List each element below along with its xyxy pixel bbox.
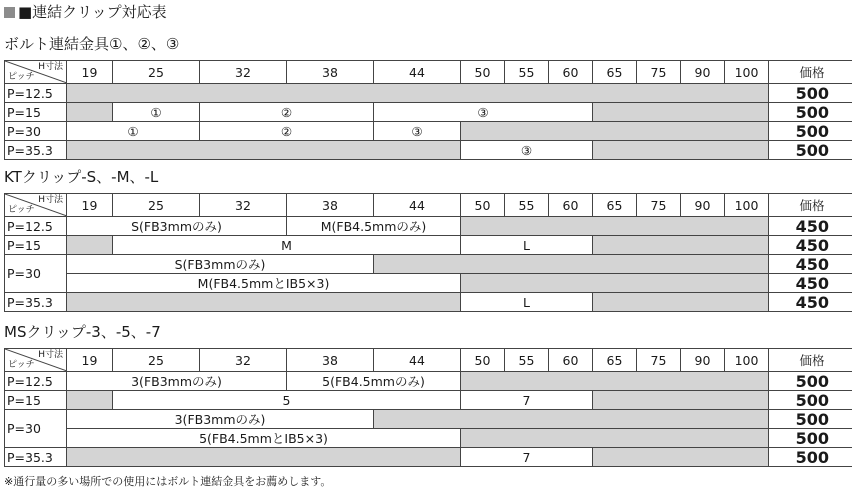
clip-cell: L xyxy=(461,236,593,255)
table-row xyxy=(5,217,852,236)
unavailable-cell xyxy=(67,236,113,255)
size-header: 55 xyxy=(505,61,549,84)
unavailable-cell xyxy=(593,448,769,467)
price-cell: 450 xyxy=(769,217,852,236)
unavailable-cell xyxy=(374,410,769,429)
clip-cell: 3(FB3mmのみ) xyxy=(67,372,287,391)
unavailable-cell xyxy=(67,141,461,160)
size-header: 25 xyxy=(113,61,200,84)
size-header: 75 xyxy=(637,194,681,217)
header-row xyxy=(5,61,852,84)
size-header: 100 xyxy=(725,349,769,372)
price-cell: 500 xyxy=(769,84,852,103)
size-header: 32 xyxy=(200,194,287,217)
size-header: 55 xyxy=(505,194,549,217)
pitch-label: P=35.3 xyxy=(5,141,67,160)
price-cell: 500 xyxy=(769,448,852,467)
bracket-cell: ③ xyxy=(461,141,593,160)
unavailable-cell xyxy=(593,236,769,255)
size-header: 50 xyxy=(461,194,505,217)
table-row xyxy=(5,293,852,312)
kt-table xyxy=(4,193,852,312)
section-title-ms: MSクリップ-3、-5、-7 xyxy=(4,323,161,341)
unavailable-cell xyxy=(67,84,769,103)
price-cell: 500 xyxy=(769,103,852,122)
bracket-cell: ② xyxy=(200,122,374,141)
size-header: 50 xyxy=(461,61,505,84)
size-header: 32 xyxy=(200,349,287,372)
unavailable-cell xyxy=(67,448,461,467)
size-header: 60 xyxy=(549,61,593,84)
price-cell: 500 xyxy=(769,372,852,391)
bracket-cell: ③ xyxy=(374,103,593,122)
table-row xyxy=(5,410,852,429)
clip-cell: 3(FB3mmのみ) xyxy=(67,410,374,429)
price-cell: 450 xyxy=(769,236,852,255)
pitch-label: P=30 xyxy=(5,410,67,448)
size-header: 50 xyxy=(461,349,505,372)
unavailable-cell xyxy=(593,293,769,312)
bracket-cell: ① xyxy=(113,103,200,122)
section-title-kt: KTクリップ-S、-M、-L xyxy=(4,168,159,186)
price-header: 価格 xyxy=(769,61,852,84)
table-row xyxy=(5,274,852,293)
table-row xyxy=(5,391,852,410)
clip-cell: S(FB3mmのみ) xyxy=(67,217,287,236)
price-cell: 500 xyxy=(769,429,852,448)
size-header: 90 xyxy=(681,194,725,217)
size-header: 60 xyxy=(549,349,593,372)
section-title-bolt: ボルト連結金具①、②、③ xyxy=(4,35,180,53)
title-square-icon xyxy=(4,7,15,18)
unavailable-cell xyxy=(593,103,769,122)
size-header: 100 xyxy=(725,61,769,84)
unavailable-cell xyxy=(461,217,769,236)
unavailable-cell xyxy=(374,255,769,274)
price-cell: 450 xyxy=(769,255,852,274)
size-header: 65 xyxy=(593,349,637,372)
pitch-label: P=35.3 xyxy=(5,448,67,467)
table-row xyxy=(5,84,852,103)
corner-cell: H寸法 ピッチ xyxy=(5,194,67,217)
table-row xyxy=(5,122,852,141)
unavailable-cell xyxy=(461,122,769,141)
table-row xyxy=(5,236,852,255)
size-header: 90 xyxy=(681,349,725,372)
pitch-label: P=15 xyxy=(5,391,67,410)
clip-cell: 7 xyxy=(461,391,593,410)
pitch-label: P=30 xyxy=(5,255,67,293)
price-cell: 450 xyxy=(769,274,852,293)
price-cell: 500 xyxy=(769,122,852,141)
clip-cell: M xyxy=(113,236,461,255)
size-header: 65 xyxy=(593,194,637,217)
unavailable-cell xyxy=(461,274,769,293)
size-header: 19 xyxy=(67,194,113,217)
size-header: 100 xyxy=(725,194,769,217)
bolt-table xyxy=(4,60,852,160)
corner-cell: H寸法 ピッチ xyxy=(5,61,67,84)
corner-cell: H寸法 ピッチ xyxy=(5,349,67,372)
clip-cell: M(FB4.5mmのみ) xyxy=(287,217,461,236)
size-header: 25 xyxy=(113,349,200,372)
pitch-label: P=35.3 xyxy=(5,293,67,312)
pitch-label: P=15 xyxy=(5,236,67,255)
size-header: 44 xyxy=(374,61,461,84)
size-header: 19 xyxy=(67,349,113,372)
size-header: 32 xyxy=(200,61,287,84)
bracket-cell: ① xyxy=(67,122,200,141)
price-cell: 500 xyxy=(769,410,852,429)
size-header: 25 xyxy=(113,194,200,217)
price-cell: 500 xyxy=(769,391,852,410)
pitch-label: P=12.5 xyxy=(5,217,67,236)
size-header: 90 xyxy=(681,61,725,84)
footnote: ※通行量の多い場所での使用にはボルト連結金具をお薦めします。 xyxy=(4,475,332,488)
size-header: 38 xyxy=(287,349,374,372)
clip-cell: 5(FB4.5mmとIB5×3) xyxy=(67,429,461,448)
clip-cell: L xyxy=(461,293,593,312)
size-header: 19 xyxy=(67,61,113,84)
size-header: 55 xyxy=(505,349,549,372)
unavailable-cell xyxy=(593,141,769,160)
price-header: 価格 xyxy=(769,194,852,217)
bracket-cell: ② xyxy=(200,103,374,122)
size-header: 75 xyxy=(637,61,681,84)
unavailable-cell xyxy=(593,391,769,410)
unavailable-cell xyxy=(67,391,113,410)
unavailable-cell xyxy=(67,293,461,312)
size-header: 65 xyxy=(593,61,637,84)
clip-cell: 5(FB4.5mmのみ) xyxy=(287,372,461,391)
pitch-label: P=12.5 xyxy=(5,84,67,103)
table-row xyxy=(5,448,852,467)
ms-table xyxy=(4,348,852,467)
clip-cell: S(FB3mmのみ) xyxy=(67,255,374,274)
pitch-label: P=30 xyxy=(5,122,67,141)
size-header: 60 xyxy=(549,194,593,217)
table-row xyxy=(5,255,852,274)
bracket-cell: ③ xyxy=(374,122,461,141)
header-row xyxy=(5,349,852,372)
header-row xyxy=(5,194,852,217)
table-row xyxy=(5,372,852,391)
unavailable-cell xyxy=(67,103,113,122)
pitch-label: P=15 xyxy=(5,103,67,122)
price-header: 価格 xyxy=(769,349,852,372)
price-cell: 450 xyxy=(769,293,852,312)
page-title: ■連結クリップ対応表 xyxy=(4,3,167,21)
size-header: 38 xyxy=(287,61,374,84)
clip-cell: M(FB4.5mmとIB5×3) xyxy=(67,274,461,293)
size-header: 44 xyxy=(374,349,461,372)
table-row xyxy=(5,141,852,160)
clip-cell: 5 xyxy=(113,391,461,410)
size-header: 75 xyxy=(637,349,681,372)
size-header: 38 xyxy=(287,194,374,217)
pitch-label: P=12.5 xyxy=(5,372,67,391)
table-row xyxy=(5,429,852,448)
price-cell: 500 xyxy=(769,141,852,160)
unavailable-cell xyxy=(461,429,769,448)
unavailable-cell xyxy=(461,372,769,391)
clip-cell: 7 xyxy=(461,448,593,467)
table-row xyxy=(5,103,852,122)
size-header: 44 xyxy=(374,194,461,217)
